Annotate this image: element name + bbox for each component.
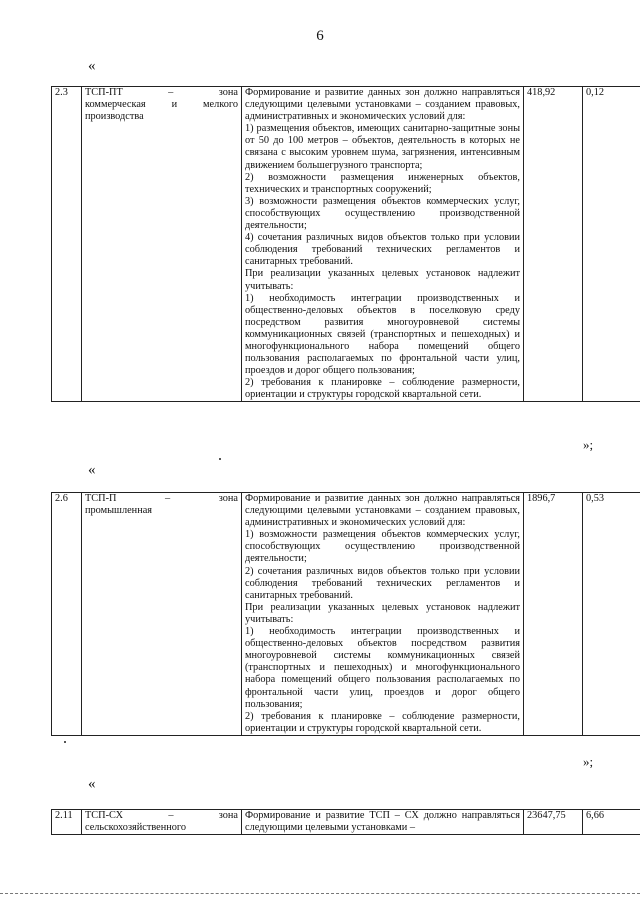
close-mark: »; bbox=[583, 437, 594, 452]
zone-share: 0,53 bbox=[583, 493, 640, 736]
open-quote: « bbox=[88, 58, 96, 74]
zone-rest: промышленная bbox=[85, 505, 153, 517]
scan-edge-line bbox=[0, 893, 640, 895]
zone-share: 0,12 bbox=[583, 87, 640, 402]
zone-description bbox=[242, 493, 524, 736]
zone-area: 1896,7 bbox=[524, 493, 583, 736]
row-number: 2.3 bbox=[52, 87, 82, 402]
zone-word: зона bbox=[218, 493, 238, 504]
zone-description bbox=[242, 87, 524, 402]
description-line: Формирование и развитие данных зон должно направляться следующими целевыми установками – созданием правовых, административных и экономических условий для: bbox=[245, 493, 520, 529]
zone-name bbox=[82, 493, 242, 736]
zone-area: 418,92 bbox=[524, 87, 583, 402]
zone-rest: коммерческая и мелкого производства bbox=[85, 99, 238, 123]
zone-name bbox=[82, 87, 242, 402]
zone-dash: – bbox=[165, 493, 171, 504]
zone-dash: – bbox=[168, 87, 174, 98]
zone-word: зона bbox=[218, 87, 238, 98]
zone-share: 6,66 bbox=[583, 810, 640, 835]
description-line: Формирование и развитие данных зон должно направляться следующими целевыми установками – созданием правовых, административных и экономических условий для: bbox=[245, 87, 520, 123]
zone-name bbox=[82, 810, 242, 835]
description-line: При реализации указанных целевых установок надлежит учитывать: bbox=[245, 268, 520, 292]
description-line: При реализации указанных целевых установок надлежит учитывать: bbox=[245, 601, 520, 625]
scan-speck bbox=[219, 458, 221, 460]
table-row bbox=[52, 810, 640, 835]
table-row bbox=[52, 87, 640, 402]
zone-dash: – bbox=[168, 810, 174, 821]
zone-table-2-11 bbox=[51, 809, 640, 835]
description-line: 1) возможности размещения объектов коммерческих услуг, способствующих осуществлению производственной деятельности; bbox=[245, 529, 520, 565]
zone-table-2-6 bbox=[51, 492, 640, 736]
close-mark: »; bbox=[583, 754, 594, 769]
table-row bbox=[52, 493, 640, 736]
zone-code: ТСП-СХ bbox=[85, 810, 124, 821]
description-line: 2) сочетания различных видов объектов только при условии соблюдения требований технических регламентов и санитарных требований. bbox=[245, 565, 520, 601]
open-quote: « bbox=[88, 776, 96, 792]
description-line: 1) размещения объектов, имеющих санитарно-защитные зоны от 50 до 100 метров – объектов, деятельность в которых не связана с высоким уровнем шума, загрязнения, интенсивным движением большегрузного транспорта; bbox=[245, 123, 520, 171]
row-number: 2.11 bbox=[52, 810, 82, 835]
zone-code: ТСП-П bbox=[85, 493, 117, 504]
description-line: 1) необходимость интеграции производственных и общественно-деловых объектов посредством развития многоуровневой системы коммуникационных связей (транспортных и пешеходных) и многофункционального набора помещений общего пользования располагаемых по фронтальной части улиц, проездов и дорог общего пользования; bbox=[245, 626, 520, 710]
zone-code: ТСП-ПТ bbox=[85, 87, 123, 98]
zone-word: зона bbox=[218, 810, 238, 821]
description-line: 4) сочетания различных видов объектов только при условии соблюдения требований технических регламентов и санитарных требований. bbox=[245, 232, 520, 268]
zone-rest: сельскохозяйственного bbox=[85, 822, 186, 834]
page-number: 6 bbox=[316, 28, 324, 44]
description-line: 1) необходимость интеграции производственных и общественно-деловых объектов в поселковую среду посредством развития многоуровневой системы коммуникационных связей (транспортных и пешеходных) и многофункционального набора помещений общего пользования располагаемых по фронтальной части улиц, проездов и дорог общего пользования; bbox=[245, 292, 520, 377]
description-line: 3) возможности размещения объектов коммерческих услуг, способствующих осуществлению производственной деятельности; bbox=[245, 195, 520, 232]
zone-area: 23647,75 bbox=[524, 810, 583, 835]
open-quote: « bbox=[88, 462, 96, 478]
description-line: Формирование и развитие ТСП – СХ должно направляться следующими целевыми установками – bbox=[245, 810, 520, 834]
zone-table-2-3 bbox=[51, 86, 640, 402]
description-line: 2) требования к планировке – соблюдение размерности, ориентации и структуры городской квартальной сети. bbox=[245, 710, 520, 734]
description-line: 2) требования к планировке – соблюдение размерности, ориентации и структуры городской квартальной сети. bbox=[245, 377, 520, 401]
scan-speck bbox=[64, 741, 66, 743]
row-number: 2.6 bbox=[52, 493, 82, 736]
zone-description bbox=[242, 810, 524, 835]
description-line: 2) возможности размещения инженерных объектов, технических и транспортных сооружений; bbox=[245, 171, 520, 195]
